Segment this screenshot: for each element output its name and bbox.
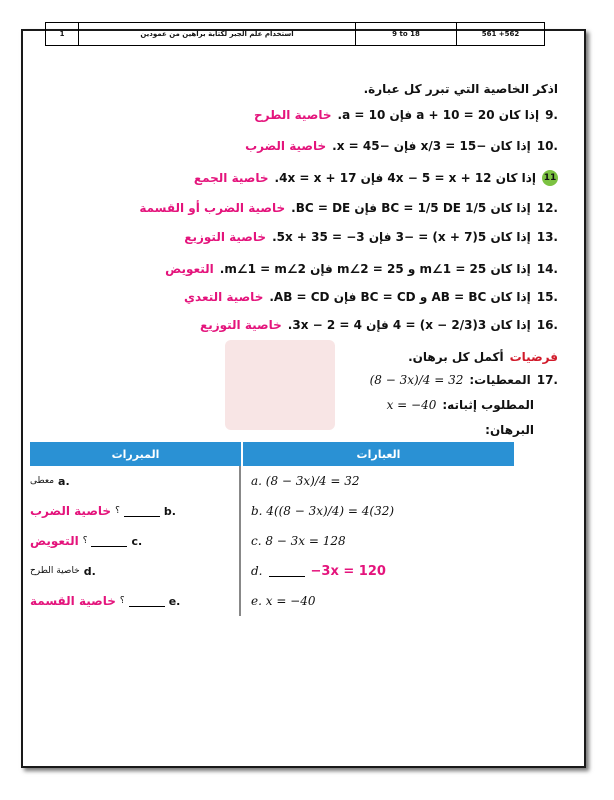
exercise-text: إذا كان 4x − 5 = x + 12 فإن 4x = x + 17. (274, 171, 536, 185)
answer-blank (129, 596, 165, 607)
exercise-text: إذا كان −15 = x/3 فإن −45 = x. (332, 139, 531, 153)
exercise-number: 14. (536, 262, 558, 276)
reason-answer: خاصية الضرب (30, 504, 112, 518)
exercise-answer: خاصية التعدي (184, 290, 264, 304)
statement-cell (241, 496, 514, 526)
prove-label: المطلوب إثباته: (442, 398, 534, 412)
proof-number: 17. (536, 373, 558, 387)
exercise-number: 9. (545, 108, 558, 122)
reason-cell (30, 466, 241, 496)
statement-text: a. (8 − 3x)/4 = 32 (251, 474, 360, 488)
statement-text: b. 4((8 − 3x)/4) = 4(32) (251, 504, 395, 518)
given-expression: (8 − 3x)/4 = 32 (369, 373, 464, 387)
given-label: المعطيات: (469, 373, 531, 387)
exercise-text: إذا كان 3(x − 2/3) = 4 فإن 3x − 2 = 4. (287, 318, 531, 332)
answer-blank (91, 536, 127, 547)
answer-blank (269, 566, 305, 577)
reason-cell (30, 556, 241, 586)
exercise-answer: التعويض (165, 262, 214, 276)
statement-text: d. (251, 564, 263, 578)
header-code: 561 +562 (481, 30, 520, 38)
reason-cell (30, 526, 241, 556)
exercise-answer: خاصية الجمع (193, 171, 269, 185)
reason-text: معطى (30, 476, 55, 486)
prove-expression: x = −40 (386, 398, 437, 412)
statement-cell (241, 556, 514, 586)
reason-letter: b. (163, 504, 176, 518)
exercise-11 (194, 170, 558, 186)
statement-cell (241, 466, 514, 496)
proof-prove (387, 398, 534, 412)
proof-label (485, 423, 534, 437)
reason-letter: c. (131, 534, 143, 548)
exercise-answer: خاصية الضرب أو القسمة (139, 201, 286, 215)
reason-cell (30, 496, 241, 526)
worksheet-header (45, 22, 545, 46)
exercise-text: إذا كان m∠1 = 25 و m∠2 = 25 فإن m∠1 = m∠2. (219, 262, 531, 276)
reason-letter: d. (83, 564, 96, 578)
table-row (30, 496, 514, 526)
exercise-text: إذا كان 5(x + 7) = −3 فإن 5x + 35 = −3. (272, 230, 531, 244)
statement-answer: −3x = 120 (310, 563, 386, 579)
reason-text: ؟ (119, 596, 125, 606)
exercise-answer: خاصية التوزيع (200, 318, 282, 332)
column-reasons: المبررات (30, 442, 243, 466)
exercise-15 (184, 290, 558, 304)
proof-heading (408, 350, 558, 364)
exercise-number: 12. (536, 201, 558, 215)
header-pages: 9 to 18 (356, 23, 457, 45)
statement-text: c. 8 − 3x = 128 (251, 534, 346, 548)
table-row (30, 556, 514, 586)
reason-answer: التعويض (30, 534, 79, 548)
reason-letter: e. (168, 594, 181, 608)
proof-instruction: أكمل كل برهان. (408, 350, 504, 364)
exercise-number: 13. (536, 230, 558, 244)
exercise-number: 11 (543, 173, 557, 183)
highlight-circle (542, 170, 558, 186)
statement-cell (241, 586, 514, 616)
answer-blank (124, 506, 160, 517)
header-page: 1 (46, 23, 79, 45)
statement-cell (241, 526, 514, 556)
proof-given (370, 373, 558, 387)
reason-cell (30, 586, 241, 616)
exercise-text: إذا كان AB = BC و BC = CD فإن AB = CD. (269, 290, 531, 304)
exercise-answer: خاصية الطرح (254, 108, 332, 122)
exercise-answer: خاصية الضرب (245, 139, 327, 153)
exercise-text: إذا كان 1/5 BC = 1/5 DE فإن BC = DE. (291, 201, 531, 215)
exercise-10 (245, 139, 558, 153)
column-statements: العبارات (356, 447, 401, 461)
reason-letter: a. (58, 474, 70, 488)
reason-text: ؟ (82, 536, 88, 546)
exercise-number: 16. (536, 318, 558, 332)
proof-section-label: فرضيات (509, 350, 558, 364)
exercise-answer: خاصية التوزيع (184, 230, 267, 244)
exercise-number: 10. (536, 139, 558, 153)
exercise-9 (254, 108, 558, 122)
table-row (30, 466, 514, 496)
table-row (30, 526, 514, 556)
reason-answer: خاصية القسمة (30, 594, 116, 608)
table-row (30, 586, 514, 616)
reason-text: ؟ (115, 506, 120, 516)
exercise-14 (165, 262, 558, 276)
reason-text: خاصية الطرح (30, 566, 80, 576)
proof-table (30, 442, 514, 622)
exercise-16 (200, 318, 558, 332)
exercise-13 (184, 230, 558, 244)
header-title: استخدام علم الجبر لكتابة براهين من عمودين (79, 23, 356, 45)
instructions: اذكر الخاصية التي تبرر كل عبارة. (363, 82, 558, 96)
exercise-text: إذا كان a + 10 = 20 فإن a = 10. (337, 108, 540, 122)
exercise-12 (139, 201, 558, 215)
exercise-number: 15. (536, 290, 558, 304)
table-header (30, 442, 514, 466)
statement-text: e. x = −40 (251, 594, 316, 608)
watermark-logo (225, 340, 335, 430)
proof-label-text: البرهان: (485, 423, 534, 437)
